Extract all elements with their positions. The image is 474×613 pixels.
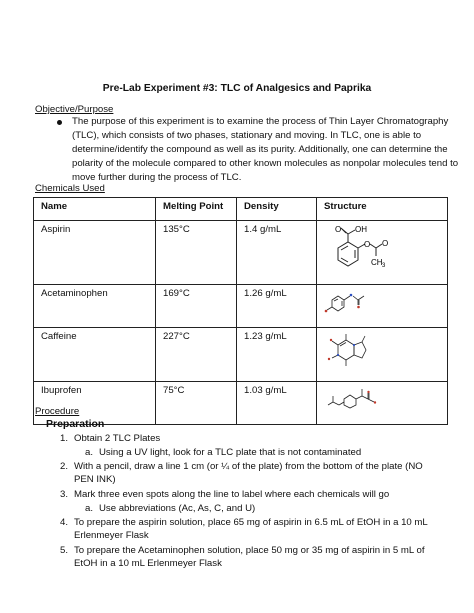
oxygen-atom — [367, 391, 369, 393]
chemicals-heading: Chemicals Used — [35, 183, 105, 194]
nitrogen-atom — [350, 294, 353, 297]
aspirin-o-label: O — [382, 239, 389, 248]
header-melting-point: Melting Point — [156, 198, 237, 221]
acetaminophen-structure — [324, 288, 384, 314]
step-text: With a pencil, draw a line 1 cm (or ¼ of the plate) from the bottom of the plate (NO PEN INK) — [74, 461, 423, 486]
caffeine-structure — [324, 331, 386, 375]
cell-density: 1.03 g/mL — [237, 382, 317, 425]
nitrogen-atom — [337, 354, 339, 356]
cell-density: 1.23 g/mL — [237, 328, 317, 382]
ibuprofen-structure — [324, 385, 396, 411]
step-text: Obtain 2 TLC Plates — [74, 433, 161, 444]
cell-name: Acetaminophen — [34, 285, 156, 328]
bullet-icon — [57, 120, 62, 125]
cell-structure — [317, 328, 448, 382]
oxygen-atom — [328, 358, 330, 360]
oxygen-atom — [330, 339, 332, 341]
table-header-row — [34, 198, 448, 221]
cell-density: 1.4 g/mL — [237, 221, 317, 285]
objective-text: The purpose of this experiment is to examine the process of Thin Layer Chromatography (TLC), which consists of two phases, stationary and moving. In TLC, one is able to determine/identify the compound as well as its purity. Additionally, one can determine the polarity of the molecule compared to other known molecules as nonpolar molecules tend to move further during the process of TLC. — [72, 116, 459, 183]
cell-melting-point: 135°C — [156, 221, 237, 285]
header-density: Density — [237, 198, 317, 221]
cell-name: Ibuprofen — [34, 382, 156, 425]
table-row — [34, 285, 448, 328]
oxygen-atom — [357, 306, 360, 309]
step-number: 4. — [59, 517, 68, 528]
cell-structure — [317, 285, 448, 328]
cell-melting-point: 169°C — [156, 285, 237, 328]
cell-melting-point: 227°C — [156, 328, 237, 382]
page-title: Pre-Lab Experiment #3: TLC of Analgesics and Paprika — [102, 83, 372, 94]
cell-name: Caffeine — [34, 328, 156, 382]
step-number: 3. — [59, 489, 68, 500]
cell-structure — [317, 382, 448, 425]
preparation-heading: Preparation — [46, 418, 105, 430]
aspirin-ch3-subscript: 3 — [382, 263, 386, 269]
objective-heading: Objective/Purpose — [35, 104, 114, 115]
step-text: To prepare the Acetaminophen solution, place 50 mg or 35 mg of aspirin in 5 mL of EtOH in a 10 mL Erlenmeyer Flask — [74, 545, 425, 570]
table-row — [34, 221, 448, 285]
nitrogen-atom — [353, 344, 355, 346]
cell-density: 1.26 g/mL — [237, 285, 317, 328]
cell-name: Aspirin — [34, 221, 156, 285]
step-text: Use abbreviations (Ac, As, C, and U) — [99, 503, 256, 514]
step-number: 2. — [59, 461, 68, 472]
cell-melting-point: 75°C — [156, 382, 237, 425]
step-number: a. — [85, 503, 94, 514]
oxygen-atom — [374, 401, 376, 403]
aspirin-o-label: O — [364, 240, 371, 249]
aspirin-structure — [324, 224, 404, 276]
step-text: Mark three even spots along the line to label where each chemicals will go — [74, 489, 390, 500]
oxygen-atom — [325, 310, 328, 313]
step-text: To prepare the aspirin solution, place 65 mg of aspirin in 6.5 mL of EtOH in a 10 mL Erlenmeyer Flask — [74, 517, 428, 542]
table-row — [34, 328, 448, 382]
step-number: 5. — [59, 545, 68, 556]
procedure-heading: Procedure — [35, 406, 80, 417]
aspirin-ch3-label: CH — [371, 258, 383, 267]
header-structure: Structure — [317, 198, 448, 221]
step-text: Using a UV light, look for a TLC plate that is not contaminated — [99, 447, 362, 458]
step-number: a. — [85, 447, 94, 458]
cell-structure — [317, 221, 448, 285]
step-number: 1. — [59, 433, 68, 444]
header-name: Name — [34, 198, 156, 221]
chemicals-table — [33, 197, 448, 425]
aspirin-o-label: O — [335, 225, 342, 234]
aspirin-oh-label: OH — [355, 225, 367, 234]
